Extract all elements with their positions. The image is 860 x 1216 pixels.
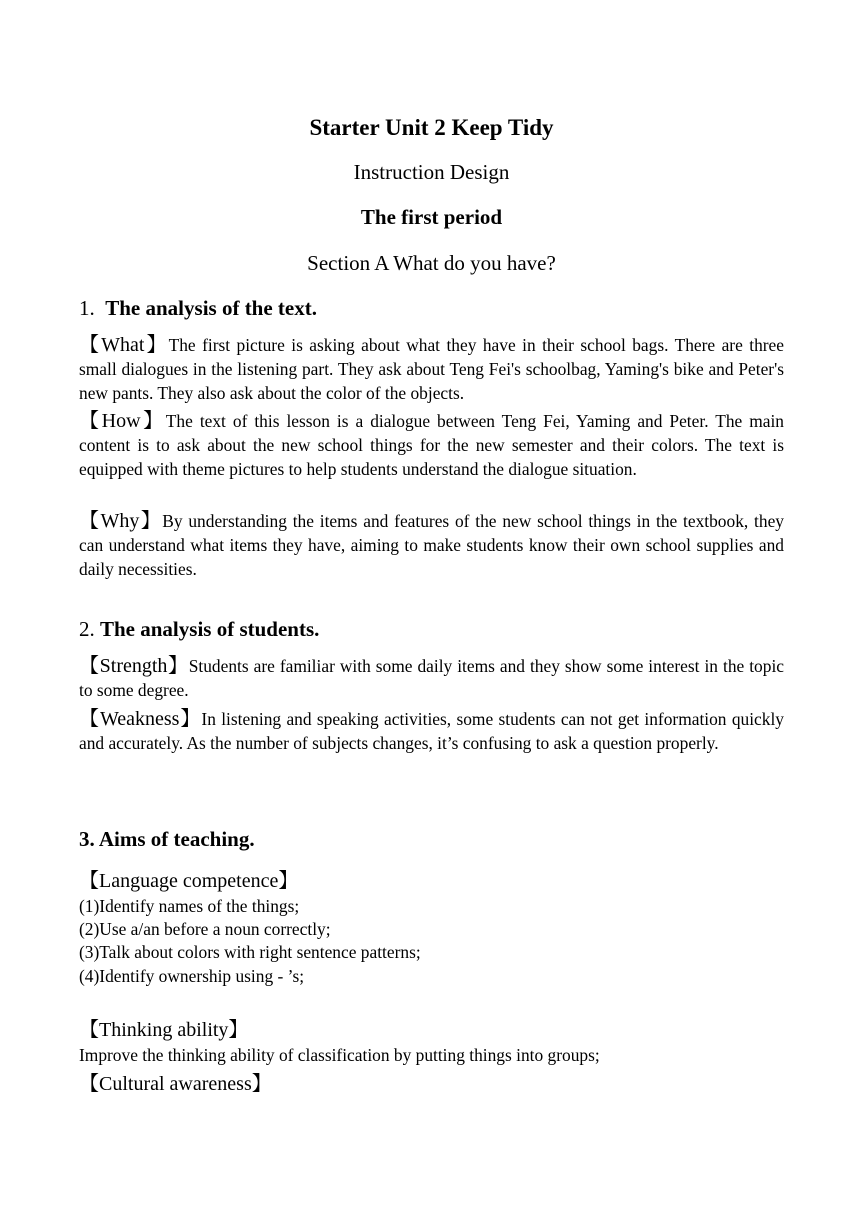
section-1-number: 1. — [79, 296, 95, 320]
how-text: The text of this lesson is a dialogue between Teng Fei, Yaming and Peter. The main content is to ask about the new school things for the new semester and their colors. The text is equipped with theme pictures to help students understand the dialogue situation. — [79, 411, 784, 480]
what-tag: 【What】 — [79, 334, 169, 356]
language-competence-heading: 【Language competence】 — [79, 870, 299, 892]
why-paragraph — [79, 509, 784, 582]
why-tag: 【Why】 — [79, 510, 163, 532]
how-paragraph — [79, 409, 784, 482]
section-2-heading — [79, 615, 319, 643]
thinking-ability-block — [79, 1016, 784, 1067]
section-2-number: 2. — [79, 617, 95, 641]
section-2-title: The analysis of students. — [100, 617, 320, 641]
thinking-ability-heading: 【Thinking ability】 — [79, 1019, 249, 1041]
section-1-heading — [79, 294, 317, 322]
language-item: (3)Talk about colors with right sentence patterns; — [79, 942, 421, 963]
language-item: (4)Identify ownership using - ’s; — [79, 965, 305, 986]
section-title: Section A What do you have? — [307, 251, 556, 275]
weakness-tag: 【Weakness】 — [79, 708, 202, 730]
strength-tag: 【Strength】 — [79, 655, 189, 677]
what-text: The first picture is asking about what they have in their school bags. There are three small dialogues in the listening part. They ask about Teng Fei's schoolbag, Yaming's bike and Peter's new pants. They also ask about the color of the objects. — [79, 335, 784, 404]
weakness-paragraph — [79, 707, 784, 755]
section-1-title: The analysis of the text. — [105, 296, 317, 320]
period-title: The first period — [360, 205, 503, 229]
section-3-heading — [79, 825, 255, 853]
strength-text: Students are familiar with some daily items and they show some interest in the topic to some degree. — [79, 656, 784, 701]
how-tag: 【How】 — [79, 410, 166, 432]
thinking-ability-text: Improve the thinking ability of classification by putting things into groups; — [79, 1045, 600, 1065]
what-paragraph — [79, 333, 784, 406]
language-item: (1)Identify names of the things; — [79, 896, 300, 916]
cultural-awareness-block — [79, 1070, 784, 1098]
section-3-title: 3. Aims of teaching. — [79, 827, 255, 851]
strength-paragraph — [79, 654, 784, 702]
document-title: Starter Unit 2 Keep Tidy — [309, 115, 554, 140]
why-text: By understanding the items and features of the new school things in the textbook, they can understand what items they have, aiming to make students know their own school supplies and daily necessities. — [79, 511, 784, 580]
weakness-text: In listening and speaking activities, some students can not get information quickly and accurately. As the number of subjects changes, it’s confusing to ask a question properly. — [79, 709, 784, 754]
cultural-awareness-heading: 【Cultural awareness】 — [79, 1073, 272, 1095]
language-item: (2)Use a/an before a noun correctly; — [79, 919, 331, 940]
document-subtitle: Instruction Design — [353, 160, 510, 184]
language-competence-block — [79, 867, 784, 988]
